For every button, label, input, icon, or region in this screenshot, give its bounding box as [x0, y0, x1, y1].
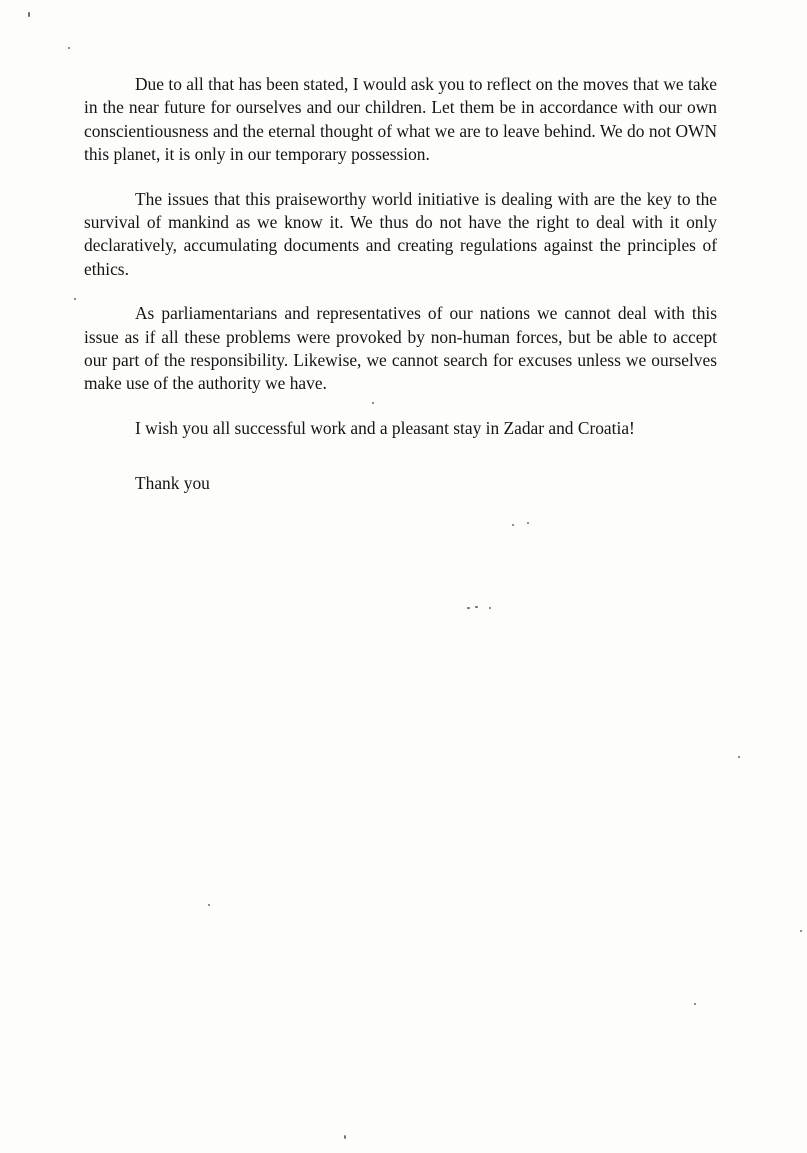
closing-thank-you: Thank you — [135, 473, 210, 494]
letter-body — [84, 73, 717, 517]
scan-speck — [694, 1003, 696, 1005]
paragraph-survival-of-mankind: The issues that this praiseworthy world initiative is dealing with are the key to the survival of mankind as we know it. We thus do not have the right to deal with it only declaratively, accumulating documents and creating regulations against the principles of ethics. — [84, 188, 717, 279]
scan-speck — [475, 606, 478, 608]
scan-speck — [344, 1135, 346, 1139]
scan-speck — [512, 524, 514, 526]
scan-speck — [489, 607, 491, 609]
scan-speck — [527, 522, 529, 524]
scan-speck — [467, 607, 470, 609]
paragraph-parliamentarians-responsibility: As parliamentarians and representatives of our nations we cannot deal with this issue as if all these problems were provoked by non-human forces, but be able to accept our part of the responsibility. Likewise, we cannot search for excuses unless we ourselves make use of the authority we have. — [84, 303, 717, 394]
scan-speck — [28, 12, 30, 17]
scan-speck — [68, 47, 70, 49]
scan-speck — [800, 930, 802, 932]
paragraph-reflect-on-moves: Due to all that has been stated, I would ask you to reflect on the moves that we take in the near future for ourselves and our children. Let them be in accordance with our own conscientiousness and the eternal thought of what we are to leave behind. We do not OWN this planet, it is only in our temporary possession. — [84, 74, 717, 165]
scan-speck — [74, 298, 76, 300]
paragraph-wishes-zadar-croatia: I wish you all successful work and a pleasant stay in Zadar and Croatia! — [135, 417, 635, 438]
scan-speck — [372, 402, 374, 404]
scan-speck — [738, 756, 740, 758]
scan-speck — [208, 904, 210, 906]
